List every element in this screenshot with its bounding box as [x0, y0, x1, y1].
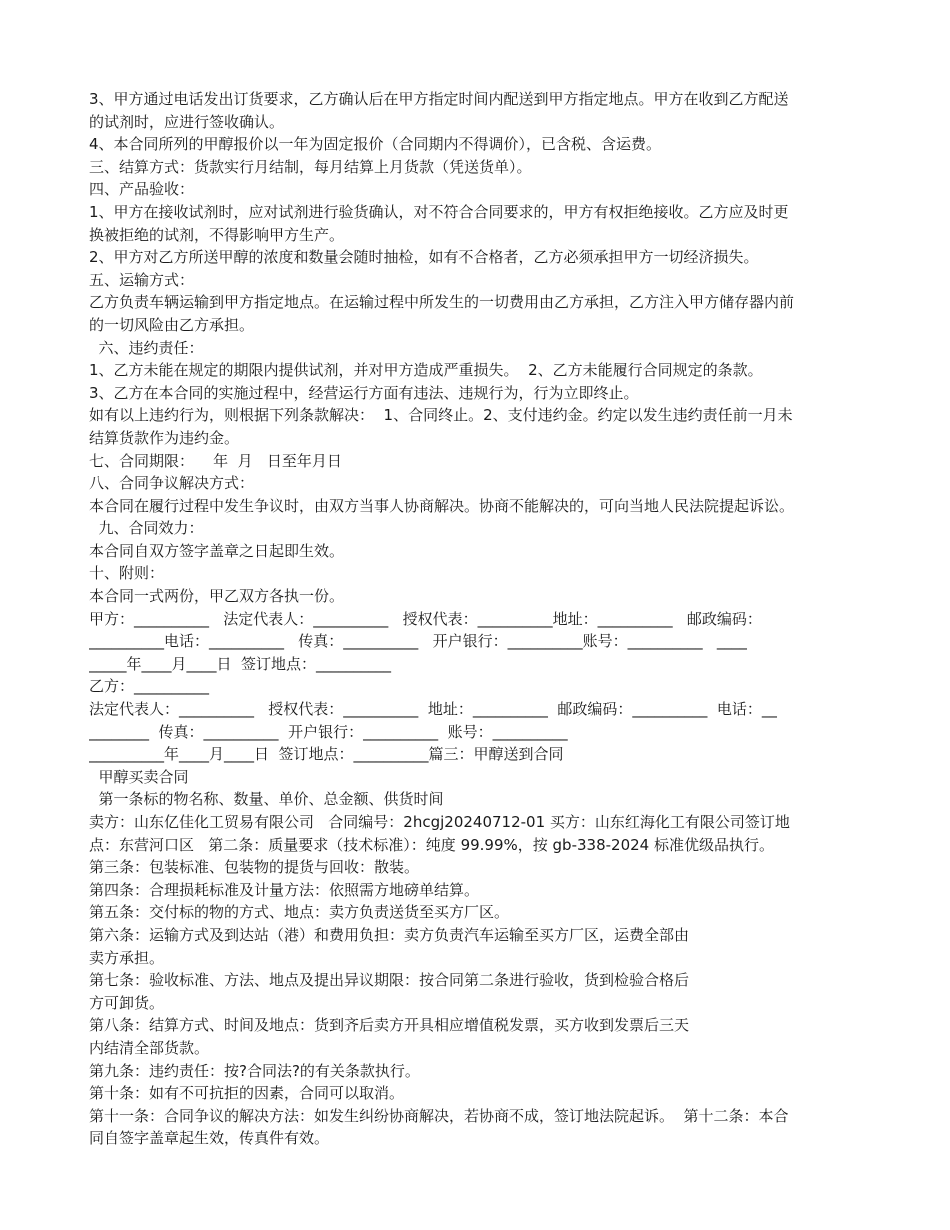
document-line: 的试剂时，应进行签收确认。 [89, 112, 285, 131]
document-line: 法定代表人：__________ 授权代表：__________ 地址：__________ 邮政编码：__________ 电话：__ [89, 700, 777, 719]
contract-document [89, 88, 861, 1150]
document-line: __________年____月____日 签订地点：__________篇三：甲醇送到合同 [89, 745, 564, 764]
document-line: 五、运输方式： [89, 270, 195, 289]
document-line: 1、甲方在接收试剂时，应对试剂进行验货确认，对不符合合同要求的，甲方有权拒绝接收。乙方应及时更 [89, 202, 789, 221]
document-line: 乙方：__________ [89, 677, 210, 696]
document-line: 乙方负责车辆运输到甲方指定地点。在运输过程中所发生的一切费用由乙方承担，乙方注入甲方储存器内前 [89, 293, 795, 312]
document-line: 卖方：山东亿佳化工贸易有限公司 合同编号：2hcgj20240712-01 买方：山东红海化工有限公司签订地 [89, 813, 790, 831]
document-line: 十、附则： [89, 564, 165, 583]
document-line: 方可卸货。 [89, 993, 165, 1012]
document-line: 第十一条：合同争议的解决方法：如发生纠纷协商解决，若协商不成，签订地法院起诉。 第十二条：本合 [89, 1106, 789, 1125]
document-line: 卖方承担。 [89, 948, 165, 967]
document-line: 内结清全部货款。 [89, 1038, 210, 1057]
document-line: 点：东营河口区 第二条：质量要求（技术标准）：纯度 99.99%，按 gb-338-2024 标准优级品执行。 [89, 835, 774, 854]
document-line: 如有以上违约行为，则根据下列条款解决： 1、合同终止。2、支付违约金。约定以发生违约责任前一月未 [89, 406, 793, 425]
document-line: 3、乙方在本合同的实施过程中，经营运行方面有违法、违规行为，行为立即终止。 [89, 383, 639, 402]
document-line: 第九条：违约责任：按?合同法?的有关条款执行。 [89, 1061, 420, 1080]
document-line: 换被拒绝的试剂，不得影响甲方生产。 [89, 225, 345, 244]
document-line: 的一切风险由乙方承担。 [89, 315, 255, 334]
document-line: ________ 传真：__________ 开户银行：__________ 账号：__________ [89, 722, 568, 741]
document-line: 第六条：运输方式及到达站（港）和费用负担：卖方负责汽车运输至买方厂区，运费全部由 [89, 925, 690, 944]
document-line: 六、违约责任： [89, 338, 204, 357]
document-line: 本合同一式两份，甲乙双方各执一份。 [89, 587, 345, 606]
document-line: 甲方：__________ 法定代表人：__________ 授权代表：__________地址：__________ 邮政编码： [89, 609, 762, 628]
document-line: 七、合同期限： 年 月 日至年月日 [89, 451, 342, 470]
document-line: 同自签字盖章起生效，传真件有效。 [89, 1129, 330, 1148]
document-line: 八、合同争议解决方式： [89, 474, 255, 493]
document-line: 第八条：结算方式、时间及地点：货到齐后卖方开具相应增值税发票，买方收到发票后三天 [89, 1016, 690, 1035]
document-line: 4、本合同所列的甲醇报价以一年为固定报价（合同期内不得调价），已含税、含运费。 [89, 135, 662, 154]
document-line: 甲醇买卖合同 [89, 767, 189, 786]
document-line: 四、产品验收： [89, 180, 195, 199]
document-line: 1、乙方未能在规定的期限内提供试剂，并对甲方造成严重损失。 2、乙方未能履行合同规定的条款。 [89, 361, 763, 380]
document-line: 第七条：验收标准、方法、地点及提出异议期限：按合同第二条进行验收，货到检验合格后 [89, 971, 690, 990]
document-line: 三、结算方式：货款实行月结制，每月结算上月货款（凭送货单）。 [89, 157, 532, 176]
document-line: 结算货款作为违约金。 [89, 428, 240, 447]
document-line: 3、甲方通过电话发出订货要求，乙方确认后在甲方指定时间内配送到甲方指定地点。甲方在收到乙方配送 [89, 90, 789, 108]
document-line: 2、甲方对乙方所送甲醇的浓度和数量会随时抽检，如有不合格者，乙方必须承担甲方一切经济损失。 [89, 248, 759, 267]
document-line: 九、合同效力： [89, 519, 204, 538]
document-line: 第四条：合理损耗标准及计量方法：依照需方地磅单结算。 [89, 880, 480, 899]
document-line: _____年____月____日 签订地点：__________ [89, 654, 392, 673]
document-line: 第五条：交付标的物的方式、地点：卖方负责送货至买方厂区。 [89, 903, 510, 922]
document-line: 本合同自双方签字盖章之日起即生效。 [89, 541, 345, 560]
document-line: 第三条：包装标准、包装物的提货与回收：散装。 [89, 858, 420, 877]
document-line: 第十条：如有不可抗拒的因素，合同可以取消。 [89, 1084, 405, 1103]
document-line: 本合同在履行过程中发生争议时，由双方当事人协商解决。协商不能解决的，可向当地人民法院提起诉讼。 [89, 496, 795, 515]
document-line: __________电话：__________ 传真：__________ 开户银行：__________账号：__________ ____ [89, 632, 747, 651]
document-line: 第一条标的物名称、数量、单价、总金额、供货时间 [89, 790, 444, 809]
